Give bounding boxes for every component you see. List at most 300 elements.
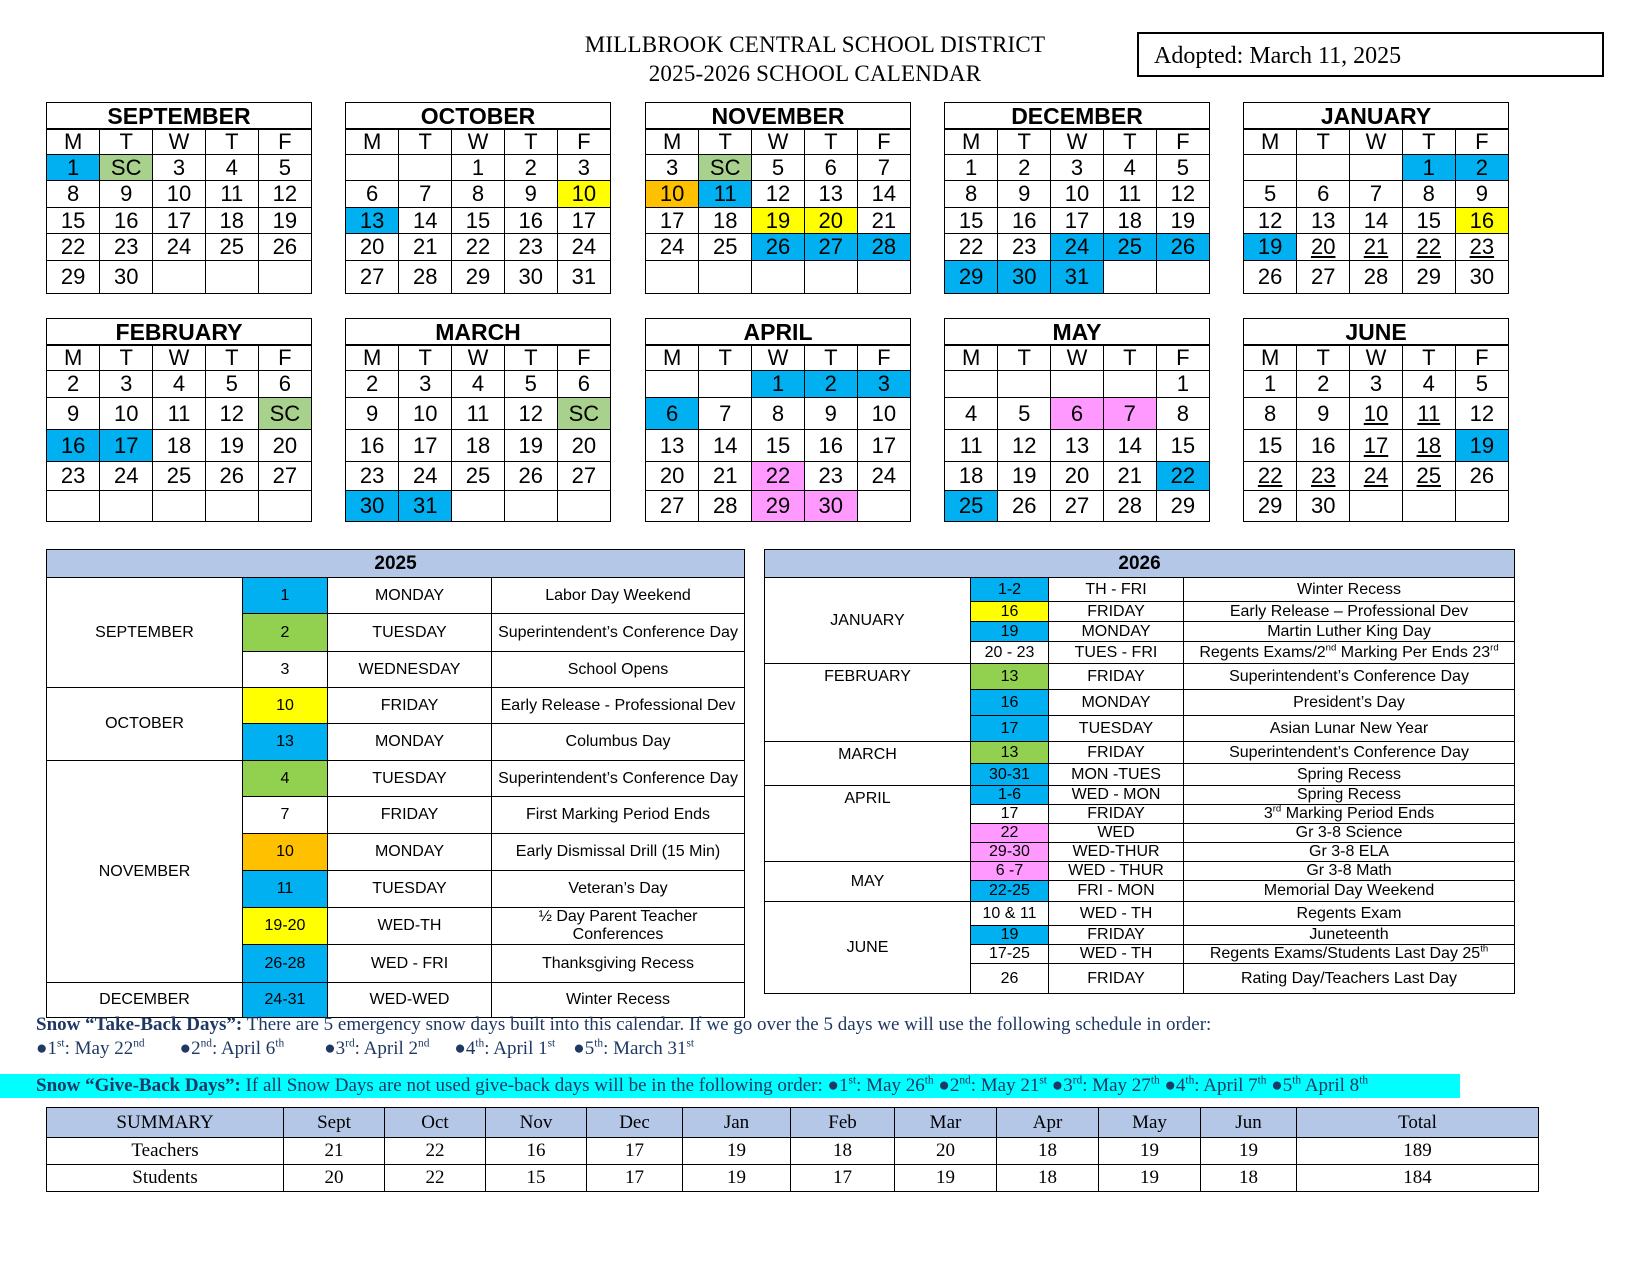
- month-january: [1243, 102, 1509, 294]
- weekday-header: F: [557, 346, 610, 371]
- event-month-name: JUNE: [846, 938, 889, 956]
- event-date: 24-31: [243, 983, 328, 1018]
- day-cell: 15: [47, 208, 100, 234]
- day-cell: 25: [1103, 234, 1156, 261]
- day-cell: 26: [205, 462, 258, 491]
- day-cell: 9: [804, 398, 857, 430]
- event-day: WED - MON: [1049, 786, 1184, 805]
- weekday-header: T: [998, 346, 1051, 371]
- day-cell: 29: [752, 491, 805, 521]
- day-cell: [1402, 491, 1455, 521]
- day-cell: 9: [504, 181, 557, 208]
- day-cell: 22: [945, 234, 998, 261]
- day-cell: [945, 371, 998, 398]
- day-cell: 26: [504, 462, 557, 491]
- day-cell: 24: [857, 462, 910, 491]
- weekday-header: M: [945, 346, 998, 371]
- weekday-header: T: [504, 346, 557, 371]
- summary-header: Sept: [284, 1108, 385, 1138]
- day-cell: 19: [998, 462, 1051, 491]
- events-2026-table: [764, 549, 1515, 994]
- day-cell: 21: [1103, 462, 1156, 491]
- event-month-name: FEBRUARY: [824, 668, 911, 685]
- day-cell: 27: [1297, 261, 1350, 293]
- day-cell: 25: [153, 462, 206, 491]
- event-date: 2: [243, 614, 328, 652]
- day-cell: 7: [857, 155, 910, 181]
- day-cell: 18: [452, 430, 505, 462]
- summary-row-label: Teachers: [47, 1138, 284, 1165]
- day-cell: [1297, 155, 1350, 181]
- day-cell: 3: [153, 155, 206, 181]
- day-cell: 29: [1156, 491, 1209, 521]
- summary-value: 17: [587, 1138, 683, 1165]
- event-month-name: OCTOBER: [105, 715, 184, 732]
- day-cell: 18: [945, 462, 998, 491]
- day-cell: 24: [557, 234, 610, 261]
- event-description: First Marking Period Ends: [492, 797, 745, 834]
- day-cell: [1455, 491, 1508, 521]
- weekday-header: W: [452, 346, 505, 371]
- events-year-header: 2026: [765, 550, 1515, 578]
- day-cell: 12: [752, 181, 805, 208]
- summary-value: 18: [791, 1138, 895, 1165]
- event-day: WED - TH: [1049, 902, 1184, 926]
- day-cell: [857, 491, 910, 521]
- summary-value: 19: [683, 1138, 791, 1165]
- day-cell: 27: [1051, 491, 1104, 521]
- month-name: JUNE: [1244, 319, 1508, 345]
- weekday-header: F: [1455, 130, 1508, 155]
- weekday-header: T: [1297, 346, 1350, 371]
- day-cell: 16: [1297, 430, 1350, 462]
- day-cell: 26: [998, 491, 1051, 521]
- weekday-header: M: [47, 130, 100, 155]
- day-cell: [1156, 261, 1209, 293]
- month-may: [944, 318, 1210, 522]
- day-cell: 7: [699, 398, 752, 430]
- day-cell: 29: [1244, 491, 1297, 521]
- day-cell: 21: [1350, 234, 1403, 261]
- event-description: Winter Recess: [492, 983, 745, 1018]
- day-cell: 13: [346, 208, 399, 234]
- weekday-header: M: [646, 346, 699, 371]
- day-cell: 5: [1455, 371, 1508, 398]
- event-description: ½ Day Parent Teacher Conferences: [492, 908, 745, 945]
- day-cell: 1: [1402, 155, 1455, 181]
- day-cell: 16: [804, 430, 857, 462]
- event-description: Memorial Day Weekend: [1184, 881, 1515, 902]
- day-cell: 5: [504, 371, 557, 398]
- weekday-header: T: [504, 130, 557, 155]
- day-cell: [557, 491, 610, 521]
- event-date: 26: [971, 964, 1049, 994]
- day-cell: 18: [205, 208, 258, 234]
- month-october: [345, 102, 611, 294]
- event-month-name: MARCH: [838, 746, 897, 763]
- take-back-day: ●3rd: April 2nd: [324, 1037, 430, 1059]
- event-day: FRIDAY: [328, 797, 492, 834]
- event-date: 13: [971, 742, 1049, 764]
- day-cell: 4: [153, 371, 206, 398]
- day-cell: 23: [1455, 234, 1508, 261]
- weekday-header: T: [804, 130, 857, 155]
- day-cell: 18: [153, 430, 206, 462]
- summary-value: 17: [791, 1165, 895, 1192]
- day-cell: 17: [1051, 208, 1104, 234]
- event-description: Spring Recess: [1184, 786, 1515, 805]
- day-cell: 17: [857, 430, 910, 462]
- take-back-day: ●1st: May 22nd: [36, 1037, 145, 1059]
- day-cell: [1244, 155, 1297, 181]
- day-cell: 4: [945, 398, 998, 430]
- day-cell: 15: [945, 208, 998, 234]
- day-cell: 17: [646, 208, 699, 234]
- day-cell: 18: [1103, 208, 1156, 234]
- day-cell: 20: [557, 430, 610, 462]
- day-cell: 14: [699, 430, 752, 462]
- day-cell: [205, 261, 258, 293]
- summary-value: 19: [683, 1165, 791, 1192]
- day-cell: 12: [205, 398, 258, 430]
- day-cell: 1: [945, 155, 998, 181]
- day-cell: 22: [1244, 462, 1297, 491]
- day-cell: SC: [699, 155, 752, 181]
- weekday-header: T: [399, 130, 452, 155]
- day-cell: 10: [646, 181, 699, 208]
- day-cell: 23: [346, 462, 399, 491]
- day-cell: 3: [557, 155, 610, 181]
- summary-value: 184: [1297, 1165, 1539, 1192]
- day-cell: 17: [100, 430, 153, 462]
- day-cell: 5: [258, 155, 311, 181]
- event-month-cell: [47, 578, 243, 688]
- event-date: 6 -7: [971, 862, 1049, 881]
- day-cell: 27: [646, 491, 699, 521]
- day-cell: 1: [1156, 371, 1209, 398]
- weekday-header: T: [399, 346, 452, 371]
- day-cell: 20: [646, 462, 699, 491]
- day-cell: 23: [998, 234, 1051, 261]
- day-cell: 5: [205, 371, 258, 398]
- event-day: MONDAY: [328, 724, 492, 761]
- weekday-header: T: [998, 130, 1051, 155]
- day-cell: 30: [998, 261, 1051, 293]
- weekday-header: M: [1244, 346, 1297, 371]
- day-cell: 19: [504, 430, 557, 462]
- event-date: 10: [243, 834, 328, 871]
- event-day: WED - THUR: [1049, 862, 1184, 881]
- weekday-header: M: [47, 346, 100, 371]
- day-cell: 28: [857, 234, 910, 261]
- event-day: FRI - MON: [1049, 881, 1184, 902]
- day-cell: 26: [1244, 261, 1297, 293]
- day-cell: 10: [399, 398, 452, 430]
- day-cell: [699, 261, 752, 293]
- day-cell: 5: [752, 155, 805, 181]
- weekday-header: F: [857, 130, 910, 155]
- event-description: Thanksgiving Recess: [492, 945, 745, 983]
- summary-value: 22: [385, 1165, 486, 1192]
- summary-header: SUMMARY: [47, 1108, 284, 1138]
- day-cell: 12: [1244, 208, 1297, 234]
- day-cell: 13: [646, 430, 699, 462]
- event-description: Juneteenth: [1184, 926, 1515, 945]
- event-description: Gr 3-8 ELA: [1184, 843, 1515, 862]
- month-november: [645, 102, 911, 294]
- event-day: TUESDAY: [328, 761, 492, 797]
- summary-value: 18: [1201, 1165, 1297, 1192]
- day-cell: 28: [399, 261, 452, 293]
- day-cell: 19: [752, 208, 805, 234]
- take-back-day: ●2nd: April 6th: [179, 1037, 285, 1059]
- weekday-header: T: [100, 346, 153, 371]
- month-name: APRIL: [646, 319, 910, 345]
- weekday-header: T: [699, 346, 752, 371]
- day-cell: 14: [1103, 430, 1156, 462]
- summary-value: 22: [385, 1138, 486, 1165]
- day-cell: 27: [346, 261, 399, 293]
- month-march: [345, 318, 611, 522]
- day-cell: 9: [100, 181, 153, 208]
- day-cell: 15: [1402, 208, 1455, 234]
- event-description: 3rd Marking Period Ends: [1184, 805, 1515, 824]
- event-description: Gr 3-8 Math: [1184, 862, 1515, 881]
- day-cell: 19: [258, 208, 311, 234]
- day-cell: 8: [752, 398, 805, 430]
- day-cell: 3: [399, 371, 452, 398]
- summary-value: 18: [997, 1138, 1099, 1165]
- weekday-header: T: [1103, 130, 1156, 155]
- day-cell: 9: [1297, 398, 1350, 430]
- summary-header: Total: [1297, 1108, 1539, 1138]
- event-date: 11: [243, 871, 328, 908]
- event-date: 19: [971, 622, 1049, 642]
- day-cell: 14: [857, 181, 910, 208]
- day-cell: 28: [1350, 261, 1403, 293]
- event-month-name: SEPTEMBER: [95, 623, 194, 641]
- day-cell: 10: [557, 181, 610, 208]
- summary-value: 19: [1201, 1138, 1297, 1165]
- weekday-header: W: [752, 346, 805, 371]
- day-cell: [646, 261, 699, 293]
- event-description: Labor Day Weekend: [492, 578, 745, 614]
- weekday-header: W: [1350, 130, 1403, 155]
- day-cell: SC: [258, 398, 311, 430]
- day-cell: 5: [998, 398, 1051, 430]
- weekday-header: F: [1156, 130, 1209, 155]
- weekday-header: T: [804, 346, 857, 371]
- day-cell: 25: [205, 234, 258, 261]
- day-cell: 19: [1244, 234, 1297, 261]
- month-name: JANUARY: [1244, 103, 1508, 129]
- event-description: President’s Day: [1184, 690, 1515, 716]
- event-description: Early Dismissal Drill (15 Min): [492, 834, 745, 871]
- day-cell: 13: [1051, 430, 1104, 462]
- event-day: TUESDAY: [328, 614, 492, 652]
- day-cell: 8: [945, 181, 998, 208]
- event-month-name: DECEMBER: [99, 991, 190, 1008]
- event-day: FRIDAY: [328, 688, 492, 724]
- day-cell: 18: [699, 208, 752, 234]
- day-cell: 26: [258, 234, 311, 261]
- event-date: 1: [243, 578, 328, 614]
- day-cell: 28: [1103, 491, 1156, 521]
- day-cell: 16: [346, 430, 399, 462]
- event-date: 3: [243, 652, 328, 688]
- event-description: Gr 3-8 Science: [1184, 824, 1515, 843]
- event-month-name: JANUARY: [830, 611, 905, 629]
- day-cell: [100, 491, 153, 521]
- event-date: 17: [971, 716, 1049, 742]
- day-cell: 1: [752, 371, 805, 398]
- day-cell: 9: [346, 398, 399, 430]
- summary-value: 189: [1297, 1138, 1539, 1165]
- event-date: 20 - 23: [971, 642, 1049, 664]
- day-cell: 9: [1455, 181, 1508, 208]
- day-cell: 6: [346, 181, 399, 208]
- day-cell: 30: [1455, 261, 1508, 293]
- month-name: FEBRUARY: [47, 319, 311, 345]
- month-name: NOVEMBER: [646, 103, 910, 129]
- day-cell: 6: [1297, 181, 1350, 208]
- day-cell: 5: [1244, 181, 1297, 208]
- day-cell: 10: [153, 181, 206, 208]
- event-month-cell: [765, 742, 971, 786]
- day-cell: 17: [153, 208, 206, 234]
- day-cell: [47, 491, 100, 521]
- event-month-cell: [765, 786, 971, 862]
- weekday-header: W: [153, 130, 206, 155]
- summary-header: Nov: [486, 1108, 587, 1138]
- events-2025-table: [46, 549, 745, 1018]
- weekday-header: F: [1156, 346, 1209, 371]
- day-cell: 28: [699, 491, 752, 521]
- event-description: Superintendent’s Conference Day: [1184, 742, 1515, 764]
- event-date: 4: [243, 761, 328, 797]
- day-cell: 2: [504, 155, 557, 181]
- day-cell: 3: [1051, 155, 1104, 181]
- day-cell: 16: [504, 208, 557, 234]
- day-cell: 10: [1051, 181, 1104, 208]
- day-cell: [153, 491, 206, 521]
- day-cell: 23: [100, 234, 153, 261]
- day-cell: 15: [1244, 430, 1297, 462]
- event-description: School Opens: [492, 652, 745, 688]
- day-cell: 14: [1350, 208, 1403, 234]
- event-description: Spring Recess: [1184, 764, 1515, 786]
- event-date: 1-2: [971, 578, 1049, 602]
- event-date: 29-30: [971, 843, 1049, 862]
- day-cell: 8: [1156, 398, 1209, 430]
- event-day: WEDNESDAY: [328, 652, 492, 688]
- weekday-header: T: [1103, 346, 1156, 371]
- event-date: 19-20: [243, 908, 328, 945]
- day-cell: 29: [1402, 261, 1455, 293]
- event-date: 22: [971, 824, 1049, 843]
- month-name: SEPTEMBER: [47, 103, 311, 129]
- day-cell: 16: [1455, 208, 1508, 234]
- event-date: 7: [243, 797, 328, 834]
- day-cell: 27: [258, 462, 311, 491]
- event-month-cell: [47, 761, 243, 983]
- event-day: WED - FRI: [328, 945, 492, 983]
- event-month-name: NOVEMBER: [98, 862, 191, 880]
- event-day: TUES - FRI: [1049, 642, 1184, 664]
- day-cell: 22: [1402, 234, 1455, 261]
- day-cell: 23: [1297, 462, 1350, 491]
- weekday-header: W: [153, 346, 206, 371]
- weekday-header: M: [1244, 130, 1297, 155]
- month-name: OCTOBER: [346, 103, 610, 129]
- weekday-header: F: [1455, 346, 1508, 371]
- event-date: 10 & 11: [971, 902, 1049, 926]
- event-month-name: APRIL: [844, 790, 891, 807]
- day-cell: 8: [47, 181, 100, 208]
- weekday-header: W: [752, 130, 805, 155]
- summary-value: 17: [587, 1165, 683, 1192]
- weekday-header: F: [557, 130, 610, 155]
- day-cell: 26: [1156, 234, 1209, 261]
- day-cell: 2: [47, 371, 100, 398]
- day-cell: 12: [258, 181, 311, 208]
- day-cell: [504, 491, 557, 521]
- day-cell: 20: [346, 234, 399, 261]
- snow-take-back-days: [36, 1038, 694, 1060]
- event-description: Regents Exams/2nd Marking Per Ends 23rd: [1184, 642, 1515, 664]
- day-cell: [998, 371, 1051, 398]
- snow-give-back-label: Snow “Give-Back Days”:: [36, 1075, 241, 1096]
- day-cell: 13: [1297, 208, 1350, 234]
- day-cell: 21: [399, 234, 452, 261]
- snow-take-back-text: There are 5 emergency snow days built into this calendar. If we go over the 5 days we will use the following schedule in order:: [242, 1014, 1212, 1035]
- day-cell: 24: [1350, 462, 1403, 491]
- day-cell: 2: [1297, 371, 1350, 398]
- day-cell: 11: [699, 181, 752, 208]
- day-cell: [346, 155, 399, 181]
- day-cell: 11: [153, 398, 206, 430]
- summary-value: 15: [486, 1165, 587, 1192]
- day-cell: 18: [1402, 430, 1455, 462]
- event-description: Columbus Day: [492, 724, 745, 761]
- day-cell: 25: [945, 491, 998, 521]
- day-cell: 20: [1297, 234, 1350, 261]
- day-cell: 30: [100, 261, 153, 293]
- event-day: WED: [1049, 824, 1184, 843]
- event-day: FRIDAY: [1049, 926, 1184, 945]
- weekday-header: F: [258, 346, 311, 371]
- event-date: 13: [243, 724, 328, 761]
- day-cell: 31: [399, 491, 452, 521]
- day-cell: 1: [47, 155, 100, 181]
- day-cell: 3: [857, 371, 910, 398]
- day-cell: 10: [100, 398, 153, 430]
- day-cell: 1: [1244, 371, 1297, 398]
- event-day: FRIDAY: [1049, 742, 1184, 764]
- weekday-header: W: [452, 130, 505, 155]
- day-cell: 17: [399, 430, 452, 462]
- day-cell: 27: [557, 462, 610, 491]
- day-cell: 21: [699, 462, 752, 491]
- day-cell: 20: [804, 208, 857, 234]
- day-cell: 31: [1051, 261, 1104, 293]
- event-month-cell: [765, 902, 971, 994]
- summary-table: [46, 1107, 1539, 1192]
- event-date: 19: [971, 926, 1049, 945]
- summary-header: Jun: [1201, 1108, 1297, 1138]
- event-day: TUESDAY: [328, 871, 492, 908]
- weekday-header: W: [1350, 346, 1403, 371]
